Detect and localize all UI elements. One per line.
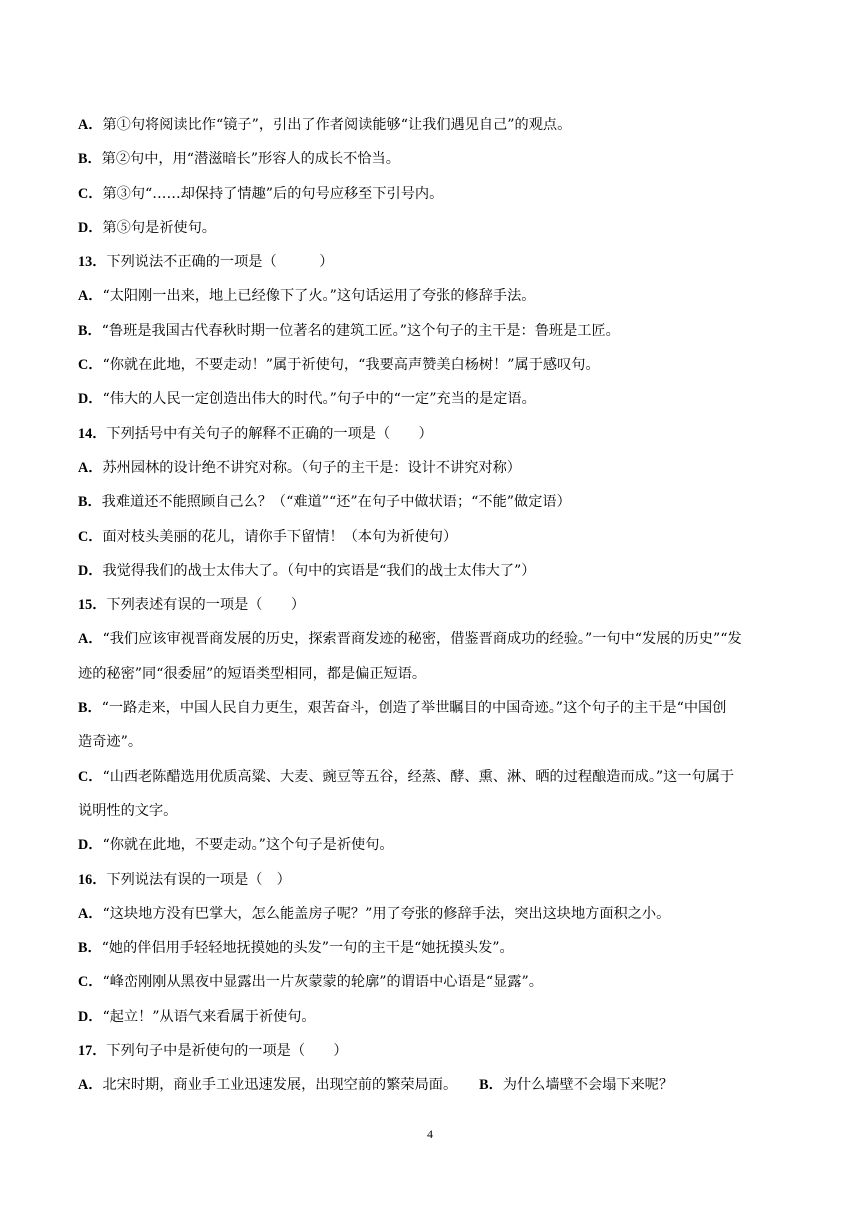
option-continuation: 造奇迹”。 — [78, 734, 143, 751]
option-line-pair: A．北宋时期，商业手工业迅速发展，出现空前的繁荣局面。 B．为什么墙壁不会塌下来呢？ — [78, 1077, 674, 1094]
question-14-stem: 14．下列括号中有关句子的解释不正确的一项是（ ） — [78, 425, 433, 442]
option-line: D．第⑤句是祈使句。 — [78, 219, 216, 236]
option-line: A．“这块地方没有巴掌大，怎么能盖房子呢？”用了夸张的修辞手法，突出这块地方面积之小。 — [78, 905, 671, 922]
option-continuation: 说明性的文字。 — [78, 802, 178, 819]
question-15-stem: 15．下列表述有误的一项是（ ） — [78, 597, 306, 614]
option-line: C．“山西老陈醋选用优质高粱、大麦、豌豆等五谷，经蒸、酵、熏、淋、晒的过程酿造而成。”这一句属于 — [78, 768, 735, 785]
option-line: D．我觉得我们的战士太伟大了。（句中的宾语是“我们的战士太伟大了”） — [78, 562, 536, 579]
option-line: C．“峰峦刚刚从黑夜中显露出一片灰蒙蒙的轮廓”的谓语中心语是“显露”。 — [78, 974, 543, 991]
option-line: B．“她的伴侣用手轻轻地抚摸她的头发”一句的主干是“她抚摸头发”。 — [78, 940, 514, 957]
question-17-stem: 17．下列句子中是祈使句的一项是（ ） — [78, 1043, 348, 1060]
option-line: B．我难道还不能照顾自己么？（“难道”“还”在句子中做状语；“不能”做定语） — [78, 494, 571, 511]
question-16-stem: 16．下列说法有误的一项是（ ） — [78, 871, 291, 888]
option-line: C．面对枝头美丽的花儿，请你手下留情！（本句为祈使句） — [78, 528, 458, 545]
option-line: B．第②句中，用“潜滋暗长”形容人的成长不恰当。 — [78, 151, 400, 168]
option-continuation: 迹的秘密”同“很委屈”的短语类型相同，都是偏正短语。 — [78, 665, 427, 682]
option-line: C．“你就在此地，不要走动！”属于祈使句，“我要高声赞美白杨树！”属于感叹句。 — [78, 357, 600, 374]
page-number: 4 — [427, 1127, 433, 1141]
option-line: A．“太阳刚一出来，地上已经像下了火。”这句话运用了夸张的修辞手法。 — [78, 288, 536, 305]
option-line: D．“伟大的人民一定创造出伟大的时代。”句子中的“一定”充当的是定语。 — [78, 391, 536, 408]
option-line: A．第①句将阅读比作“镜子”，引出了作者阅读能够“让我们遇见自己”的观点。 — [78, 117, 572, 133]
option-line: D．“起立！”从语气来看属于祈使句。 — [78, 1008, 316, 1025]
option-line: C．第③句“……却保持了情趣”后的句号应移至下引号内。 — [78, 185, 444, 202]
option-line: B．“一路走来，中国人民自力更生，艰苦奋斗，创造了举世瞩目的中国奇迹。”这个句子的主干是“中国创 — [78, 700, 727, 717]
question-content — [78, 108, 790, 1103]
option-line: B．“鲁班是我国古代春秋时期一位著名的建筑工匠。”这个句子的主干是：鲁班是工匠。 — [78, 322, 620, 339]
question-13-stem: 13．下列说法不正确的一项是（ ） — [78, 254, 334, 271]
option-line: A．苏州园林的设计绝不讲究对称。（句子的主干是：设计不讲究对称） — [78, 459, 521, 476]
option-line: D．“你就在此地，不要走动。”这个句子是祈使句。 — [78, 837, 394, 854]
option-line: A．“我们应该审视晋商发展的历史，探索晋商发迹的秘密，借鉴晋商成功的经验。”一句中“发展的历史”“发 — [78, 631, 742, 648]
